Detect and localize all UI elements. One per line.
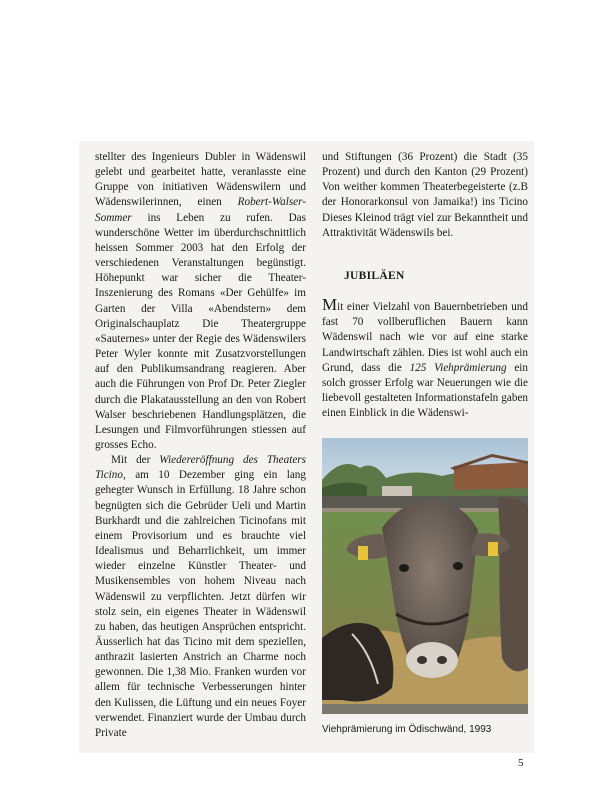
cow-photo: [322, 438, 528, 714]
paragraph-robert-walser: [95, 150, 306, 453]
cow-photo-illustration: [322, 438, 528, 714]
drop-cap: M: [322, 295, 338, 315]
paragraph-viehpraemierung: [322, 295, 529, 421]
paragraph-theater-ticino: [95, 453, 306, 741]
page-number: 5: [518, 757, 524, 769]
emphasis-robert-walser-sommer: Robert-Walser-Sommer: [95, 196, 306, 224]
left-column: [95, 150, 306, 741]
emphasis-viehpraemierung: 125 Viehprämierung: [409, 361, 507, 374]
emphasis-theater-ticino: Wiedereröffnung des Theaters Ticino: [95, 454, 306, 482]
text-run: , am 10 Dezember ging ein lang gehegter Wunsch in Erfüllung. 18 Jahre schon begnügten sich die Gebrüder Ueli und Martin Burkhardt und die zahlreichen Ticinofans mit einem Provisorium und es brauchte viel Idealismus und Beharrlichkeit, um immer wieder einzelne Künstler Theater- und Musikensembles von hohem Niveau nach Wädenswil zu verpflichten. Jetzt dürfen wir stolz sein, ein eigenes Theater in Wädenswil zu haben, das heutigen Ansprüchen entspricht. Äusserlich hat das Ticino mit dem speziellen, anthrazit lasierten Anstrich an Charme noch gewonnen. Die 1,38 Mio. Franken wurden vor allem für technische Verbesserungen hinter den Kulissen, die Lüftung und ein neues Foyer verwendet. Finanziert wurde der Umbau durch Private: [95, 469, 306, 739]
section-heading-jubilaeen: JUBILÄEN: [344, 269, 405, 282]
text-run: it einer Vielzahl von Bauernbetrieben und fast 70 vollberuflichen Bauern kann Wädenswil nach wie vor auf eine starke Landwirtschaft zählen. Dies ist wohl auch ein Grund, dass die: [322, 301, 528, 374]
text-run: stellter des Ingenieurs Dubler in Wädenswil gelebt und gearbeitet hatte, veranlasste eine Gruppe von initiativen Wädenswilern und Wädenswilerinnen, einen: [95, 151, 306, 209]
text-run: ins Leben zu rufen. Das wunderschöne Wetter im überdurchschnittlich heissen Sommer 2003 hat den Erfolg der verschiedenen Veranstaltungen begünstigt. Höhepunkt war sicher die Theater-Inszenierung des Romans «Der Gehülfe» im Garten der Villa «Abendstern» dem Originalschauplatz Die Theatergruppe «Sauternes» unter der Regie des Wädenswilers Peter Wyler konnte mit Zusatzvorstellungen auf den Publikumsandrang reagieren. Aber auch die Führungen von Prof Dr. Peter Ziegler durch die Plakatausstellung an den von Robert Walser beschriebenen Handlungsplätzen, die Lesungen und Filmvorführungen stiessen auf grosses Echo.: [95, 211, 306, 451]
paragraph-financing: und Stiftungen (36 Prozent) die Stadt (35 Prozent) und durch den Kanton (29 Prozent) Von weither kommen Theaterbegeisterte (z.B der Honorarkonsul von Jamaika!) ins Ticino Dieses Kleinod trägt viel zur Bekanntheit und Attraktivität Wädenswils bei.: [322, 151, 528, 239]
right-column: [322, 150, 528, 421]
photo-caption: Viehprämierung im Ödischwänd, 1993: [322, 724, 492, 735]
text-run: Mit der: [111, 454, 160, 467]
text-run: ein solch grosser Erfolg war Neuerungen wie die liebevoll gestalteten Informationstafeln gaben einen Einblick in die Wädenswi-: [322, 361, 529, 420]
